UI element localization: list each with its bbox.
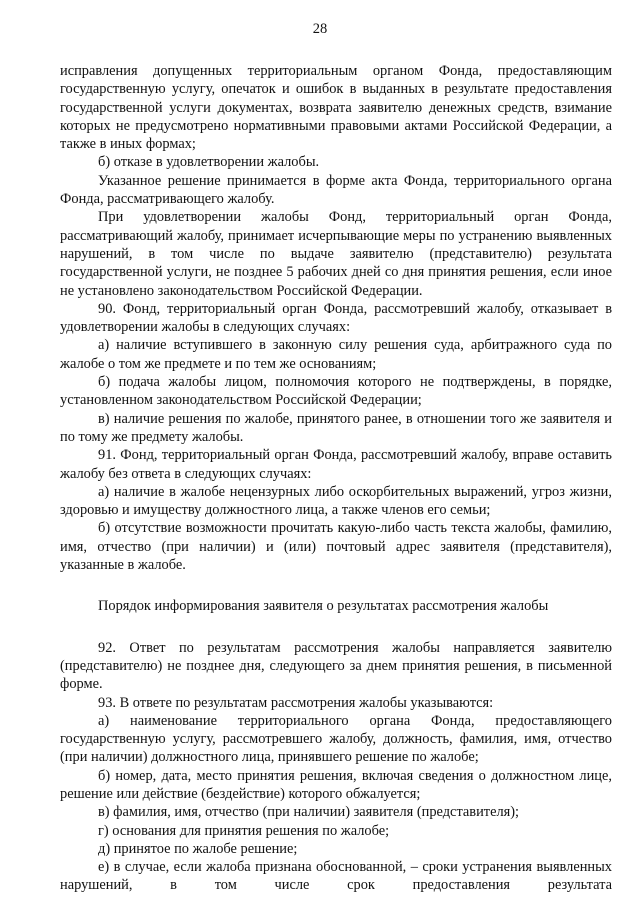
paragraph: в) фамилия, имя, отчество (при наличии) заявителя (представителя); bbox=[98, 804, 520, 821]
paragraph: Указанное решение принимается в форме акта Фонда, территориального органа Фонда, рассматривающего жалобу. bbox=[60, 172, 612, 208]
paragraph: б) номер, дата, место принятия решения, включая сведения о должностном лице, решение или действие (бездействие) которого обжалуется; bbox=[60, 767, 612, 802]
paragraph: а) наименование территориального органа Фонда, предоставляющего государственную услугу, рассмотревшего жалобу, должность, фамилия, имя, отчество (при наличии) должностного лица, принявшего решение по жалобе; bbox=[60, 712, 612, 766]
paragraph: 91. Фонд, территориальный орган Фонда, рассмотревший жалобу, вправе оставить жалобу без ответа в следующих случаях: bbox=[60, 447, 612, 482]
paragraph: г) основания для принятия решения по жалобе; bbox=[98, 822, 390, 839]
paragraph: При удовлетворении жалобы Фонд, территориальный орган Фонда, рассматривающий жалобу, принимает исчерпывающие меры по устранению выявленных нарушений, в том числе по выдаче заявителю (представителю) результата государственной услуги, не позднее 5 рабочих дней со дня принятия решения, если иное не установлено законодательством Российской Федерации. bbox=[60, 209, 612, 299]
paragraph: б) подача жалобы лицом, полномочия которого не подтверждены, в порядке, установленном законодательством Российской Федерации; bbox=[60, 374, 612, 409]
paragraph: 92. Ответ по результатам рассмотрения жалобы направляется заявителю (представителю) не позднее дня, следующего за днем принятия решения, в письменной форме. bbox=[60, 639, 612, 693]
paragraph: б) отказе в удовлетворении жалобы. bbox=[98, 154, 320, 171]
paragraph: б) отсутствие возможности прочитать какую-либо часть текста жалобы, фамилию, имя, отчество (при наличии) и (или) почтовый адрес заявителя (представителя), указанные в жалобе. bbox=[60, 520, 612, 574]
paragraph: в) наличие решения по жалобе, принятого ранее, в отношении того же заявителя и по тому же предмету жалобы. bbox=[60, 410, 612, 445]
page-content bbox=[60, 62, 612, 895]
section-heading: Порядок информирования заявителя о результатах рассмотрения жалобы bbox=[98, 598, 549, 615]
paragraph: 90. Фонд, территориальный орган Фонда, рассмотревший жалобу, отказывает в удовлетворении жалобы в следующих случаях: bbox=[60, 300, 612, 336]
paragraph: 93. В ответе по результатам рассмотрения жалобы указываются: bbox=[98, 694, 494, 711]
paragraph: а) наличие в жалобе нецензурных либо оскорбительных выражений, угроз жизни, здоровью и имуществу должностного лица, а также членов его семьи; bbox=[60, 483, 612, 519]
paragraph: д) принятое по жалобе решение; bbox=[98, 840, 298, 857]
page-number: 28 bbox=[312, 21, 328, 37]
paragraph: исправления допущенных территориальным органом Фонда, предоставляющим государственную услугу, опечаток и ошибок в выданных в результате предоставления государственной услуги документах, возврата заявителю денежных средств, взимание которых не предусмотрено нормативными правовыми актами Российской Федерации, а также в иных формах; bbox=[60, 63, 612, 153]
paragraph: е) в случае, если жалоба признана обоснованной, – сроки устранения выявленных нарушений, в том числе срок предоставления результата bbox=[60, 859, 612, 894]
paragraph: а) наличие вступившего в законную силу решения суда, арбитражного суда по жалобе о том же предмете и по тем же основаниям; bbox=[60, 337, 612, 372]
